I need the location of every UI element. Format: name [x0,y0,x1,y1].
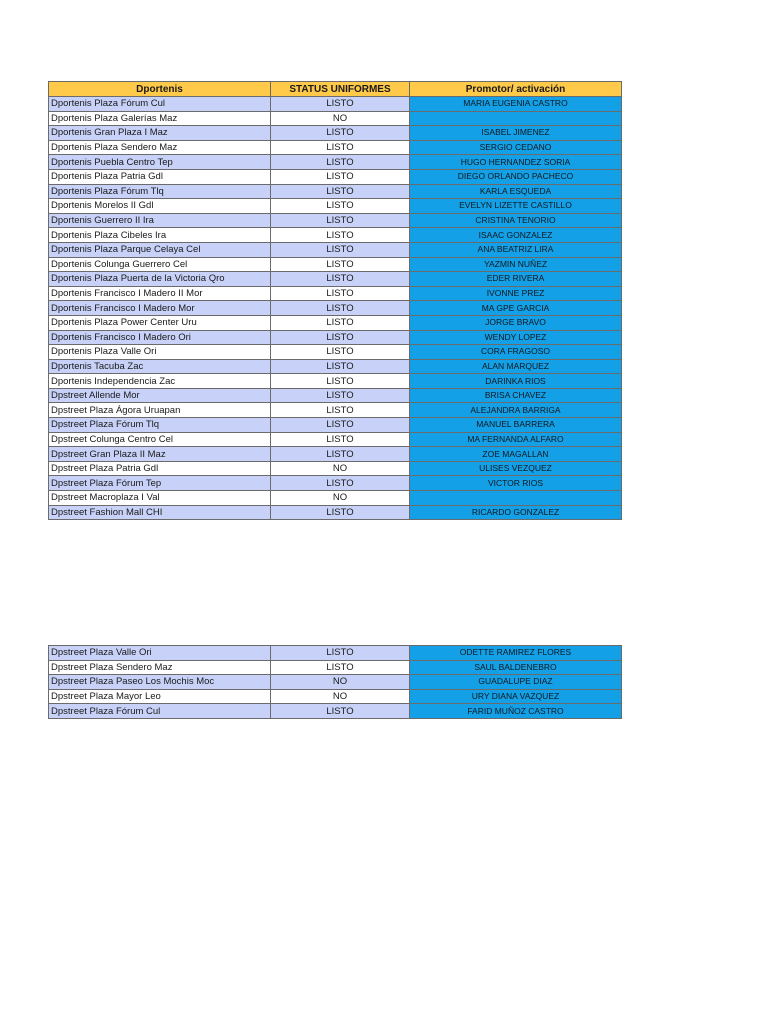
promoter-cell: ULISES VEZQUEZ [410,461,622,476]
status-cell: LISTO [271,242,410,257]
status-cell: LISTO [271,97,410,112]
status-cell: LISTO [271,388,410,403]
status-cell: LISTO [271,447,410,462]
promoter-cell: YAZMIN NUÑEZ [410,257,622,272]
status-cell: LISTO [271,155,410,170]
promoter-cell: ALEJANDRA BARRIGA [410,403,622,418]
promoter-cell: ANA BEATRIZ LIRA [410,242,622,257]
status-cell: LISTO [271,272,410,287]
promoter-cell: URY DIANA VAZQUEZ [410,689,622,704]
store-cell: Dpstreet Plaza Fórum Tlq [49,418,271,433]
store-cell: Dpstreet Macroplaza I Val [49,491,271,506]
store-cell: Dportenis Independencia Zac [49,374,271,389]
table-row [49,126,622,141]
status-cell: LISTO [271,257,410,272]
status-cell: NO [271,491,410,506]
promoter-cell: ZOE MAGALLAN [410,447,622,462]
promoter-cell: KARLA ESQUEDA [410,184,622,199]
store-cell: Dportenis Francisco I Madero Ori [49,330,271,345]
store-cell: Dpstreet Colunga Centro Cel [49,432,271,447]
table-body [49,646,622,719]
store-cell: Dpstreet Plaza Paseo Los Mochis Moc [49,675,271,690]
promoter-cell: DIEGO ORLANDO PACHECO [410,169,622,184]
status-cell: LISTO [271,228,410,243]
promoter-cell: MANUEL BARRERA [410,418,622,433]
store-cell: Dportenis Plaza Patria Gdl [49,169,271,184]
status-cell: LISTO [271,213,410,228]
table-row [49,169,622,184]
table-row [49,505,622,520]
header-store: Dportenis [49,82,271,97]
table-row [49,315,622,330]
uniform-status-table [48,81,622,520]
promoter-cell: EVELYN LIZETTE CASTILLO [410,199,622,214]
table-row [49,286,622,301]
promoter-cell: MA GPE GARCIA [410,301,622,316]
store-cell: Dportenis Plaza Fórum Cul [49,97,271,112]
table-row [49,418,622,433]
table-row [49,155,622,170]
table-row [49,476,622,491]
store-cell: Dpstreet Plaza Patria Gdl [49,461,271,476]
store-cell: Dportenis Morelos II Gdl [49,199,271,214]
table-row [49,242,622,257]
status-cell: LISTO [271,359,410,374]
promoter-cell: DARINKA RIOS [410,374,622,389]
store-cell: Dpstreet Allende Mor [49,388,271,403]
status-cell: LISTO [271,301,410,316]
status-cell: NO [271,111,410,126]
store-cell: Dpstreet Plaza Fórum Cul [49,704,271,719]
promoter-cell: ODETTE RAMIREZ FLORES [410,646,622,661]
header-row [49,82,622,97]
promoter-cell: JORGE BRAVO [410,315,622,330]
table-row [49,345,622,360]
status-cell: LISTO [271,345,410,360]
store-cell: Dpstreet Plaza Valle Ori [49,646,271,661]
store-cell: Dportenis Gran Plaza I Maz [49,126,271,141]
promoter-cell: FARID MUÑOZ CASTRO [410,704,622,719]
table-row [49,447,622,462]
promoter-cell: ALAN MARQUEZ [410,359,622,374]
table-row [49,111,622,126]
promoter-cell: VICTOR RIOS [410,476,622,491]
table-row [49,660,622,675]
table-row [49,272,622,287]
promoter-cell [410,491,622,506]
status-cell: LISTO [271,374,410,389]
table-row [49,97,622,112]
store-cell: Dportenis Plaza Cibeles Ira [49,228,271,243]
promoter-cell: ISAAC GONZALEZ [410,228,622,243]
table-row [49,689,622,704]
table-row [49,432,622,447]
header-status: STATUS UNIFORMES [271,82,410,97]
status-cell: LISTO [271,704,410,719]
store-cell: Dportenis Plaza Power Center Uru [49,315,271,330]
status-cell: LISTO [271,476,410,491]
status-cell: LISTO [271,660,410,675]
secondary-status-table [48,645,622,719]
store-cell: Dportenis Guerrero II Ira [49,213,271,228]
promoter-cell: GUADALUPE DIAZ [410,675,622,690]
promoter-cell: SERGIO CEDANO [410,140,622,155]
promoter-cell: MARIA EUGENIA CASTRO [410,97,622,112]
status-cell: LISTO [271,169,410,184]
status-cell: NO [271,461,410,476]
table-row [49,213,622,228]
table-row [49,388,622,403]
promoter-cell: CRISTINA TENORIO [410,213,622,228]
table-row [49,301,622,316]
status-cell: LISTO [271,199,410,214]
status-cell: NO [271,689,410,704]
promoter-cell: HUGO HERNANDEZ SORIA [410,155,622,170]
status-cell: LISTO [271,286,410,301]
table-row [49,374,622,389]
table-row [49,491,622,506]
table-row [49,199,622,214]
store-cell: Dpstreet Plaza Mayor Leo [49,689,271,704]
table-row [49,675,622,690]
promoter-cell: ISABEL JIMENEZ [410,126,622,141]
store-cell: Dportenis Plaza Puerta de la Victoria Qro [49,272,271,287]
store-cell: Dpstreet Fashion Mall CHI [49,505,271,520]
status-cell: LISTO [271,140,410,155]
promoter-cell [410,111,622,126]
status-cell: LISTO [271,315,410,330]
store-cell: Dportenis Plaza Galerías Maz [49,111,271,126]
store-cell: Dpstreet Plaza Sendero Maz [49,660,271,675]
store-cell: Dportenis Plaza Valle Ori [49,345,271,360]
promoter-cell: WENDY LOPEZ [410,330,622,345]
status-cell: LISTO [271,505,410,520]
store-cell: Dportenis Plaza Parque Celaya Cel [49,242,271,257]
status-cell: LISTO [271,432,410,447]
table-row [49,228,622,243]
table-body [49,97,622,520]
store-cell: Dportenis Plaza Fórum Tlq [49,184,271,199]
promoter-cell: RICARDO GONZALEZ [410,505,622,520]
promoter-cell: IVONNE PREZ [410,286,622,301]
store-cell: Dportenis Plaza Sendero Maz [49,140,271,155]
status-cell: LISTO [271,126,410,141]
table-row [49,704,622,719]
store-cell: Dportenis Francisco I Madero II Mor [49,286,271,301]
store-cell: Dportenis Colunga Guerrero Cel [49,257,271,272]
status-cell: LISTO [271,330,410,345]
table-row [49,184,622,199]
store-cell: Dpstreet Plaza Fórum Tep [49,476,271,491]
store-cell: Dportenis Tacuba Zac [49,359,271,374]
header-promoter: Promotor/ activación [410,82,622,97]
store-cell: Dportenis Francisco I Madero Mor [49,301,271,316]
promoter-cell: MA FERNANDA ALFARO [410,432,622,447]
store-cell: Dpstreet Plaza Ágora Uruapan [49,403,271,418]
promoter-cell: CORA FRAGOSO [410,345,622,360]
table-row [49,646,622,661]
store-cell: Dpstreet Gran Plaza II Maz [49,447,271,462]
table-row [49,461,622,476]
status-cell: NO [271,675,410,690]
status-cell: LISTO [271,403,410,418]
status-cell: LISTO [271,646,410,661]
table-row [49,330,622,345]
promoter-cell: SAUL BALDENEBRO [410,660,622,675]
table-row [49,359,622,374]
store-cell: Dportenis Puebla Centro Tep [49,155,271,170]
table-row [49,140,622,155]
promoter-cell: BRISA CHAVEZ [410,388,622,403]
promoter-cell: EDER RIVERA [410,272,622,287]
table-row [49,403,622,418]
table-row [49,257,622,272]
status-cell: LISTO [271,418,410,433]
status-cell: LISTO [271,184,410,199]
